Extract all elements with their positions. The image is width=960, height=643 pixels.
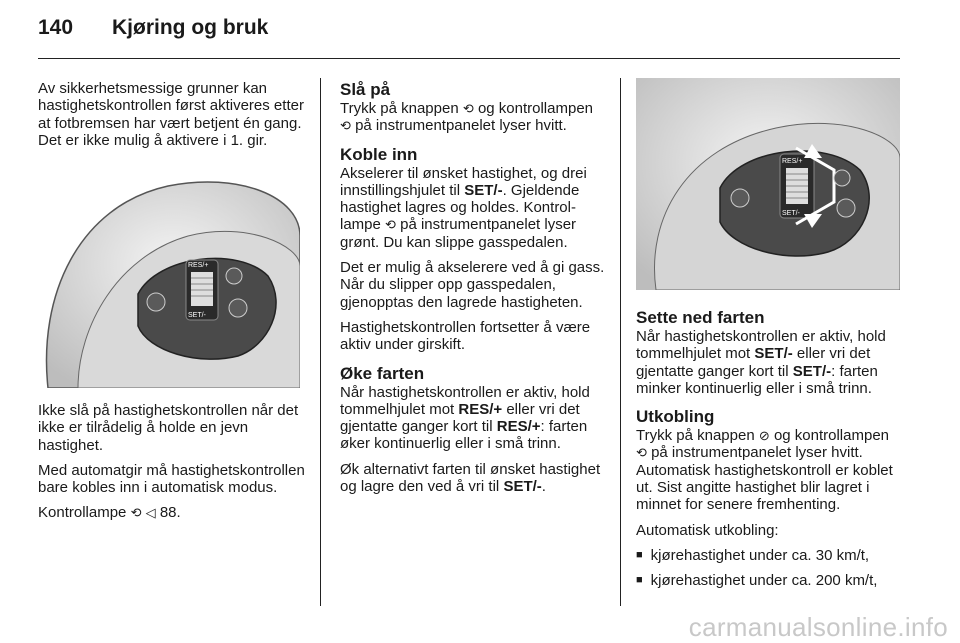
- steering-wheel-image-2: [636, 78, 900, 290]
- heading-sla-pa: Slå på: [340, 80, 391, 99]
- column-divider-2: [620, 78, 621, 606]
- column-3: [636, 308, 904, 598]
- paragraph-safety: Av sikkerhetsmessige grunner kan hastighetskontrollen først aktiveres etter at fotbremsen har vært betjent én gang. Det er ikke mulig å aktivere i 1. gir.: [38, 80, 304, 149]
- page-title: Kjøring og bruk: [112, 16, 269, 39]
- cruise-icon: ⟲: [340, 118, 351, 134]
- column-1: [38, 80, 306, 157]
- paragraph-control-lamp: Kontrollampe ⟲ ◁ 88.: [38, 504, 181, 522]
- res-label-2: RES/+: [782, 158, 803, 165]
- column-2: [340, 80, 606, 503]
- paragraph-utkobling: Trykk på knappen ⊘ og kontrollampen ⟲ på instrumentpanelet lyser hvitt. Automatisk hastighetskontroll er koblet ut. Sist angitte hastighet blir lagret i minnet for senere fremhenting.: [636, 427, 893, 514]
- page-number: 140: [38, 16, 74, 39]
- heading-oke-farten: Øke farten: [340, 363, 425, 383]
- heading-sette-ned: Sette ned farten: [636, 308, 765, 327]
- cruise-icon: ⟲: [636, 445, 647, 461]
- set-label-1: SET/-: [188, 312, 206, 319]
- watermark: carmanualsonline.info: [688, 612, 948, 642]
- cancel-icon: ⊘: [758, 428, 770, 444]
- steering-wheel-illustration-2: [636, 78, 900, 290]
- paragraph-oke-farten: Når hastighetskontrollen er aktiv, hold tommelhjulet mot RES/+ eller vri det gjentatte ganger kort til RES/+: farten øker kontinuerlig eller i små trinn.: [340, 383, 590, 453]
- column-1-lower: [38, 402, 306, 530]
- cruise-icon: ⟲: [462, 101, 474, 116]
- bullet-icon: ■: [636, 574, 643, 587]
- steering-wheel-image-1: [38, 176, 300, 388]
- header-rule: [38, 58, 900, 59]
- heading-koble-inn: Koble inn: [340, 144, 418, 164]
- paragraph-sette-ned: Når hastighetskontrollen er aktiv, hold tommelhjulet mot SET/- eller vri det gjentatte ganger kort til SET/-: farten minker kontinuerlig eller i små trinn.: [636, 328, 886, 397]
- list-item: ■ kjørehastighet under ca. 200 km/t,: [636, 572, 878, 590]
- res-label-1: RES/+: [188, 262, 209, 269]
- paragraph-koble-inn: Akselerer til ønsket hastighet, og drei innstillingshjulet til SET/-. Gjeldende hastighet lagres og holdes. Kontrollampe ⟲ på instrumentpanelet lyser grønt. Du kan slippe gasspedalen.: [340, 164, 587, 251]
- heading-utkobling: Utkobling: [636, 407, 715, 427]
- column-divider-1: [320, 78, 321, 606]
- paragraph-automatic: Med automatgir må hastighetskontrollen bare kobles inn i automatisk modus.: [38, 461, 305, 497]
- paragraph-increase-alternative: Øk alternativt farten til ønsket hastighet og lagre den ved å vri til SET/-.: [340, 460, 601, 496]
- reference-arrow-icon: ◁: [145, 505, 156, 521]
- page-reference-link[interactable]: 88.: [159, 504, 181, 522]
- bullet-icon: ■: [636, 548, 643, 561]
- set-label-2: SET/-: [782, 210, 800, 217]
- paragraph-sla-pa: Trykk på knappen ⟲ og kontrollampen ⟲ på instrumentpanelet lyser hvitt.: [340, 100, 594, 135]
- paragraph-accelerate: Det er mulig å akselerere ved å gi gass. Når du slipper opp gasspedalen, gjenopptas den lagrede hastigheten.: [340, 259, 605, 311]
- cruise-icon: ⟲: [130, 505, 142, 521]
- paragraph-gear-change: Hastighetskontrollen fortsetter å være aktiv under girskift.: [340, 318, 591, 354]
- auto-disengage-title: Automatisk utkobling:: [636, 521, 779, 539]
- list-item: ■ kjørehastighet under ca. 30 km/t,: [636, 546, 870, 564]
- cruise-icon: ⟲: [385, 217, 396, 233]
- steering-wheel-illustration: [38, 176, 300, 388]
- page-header: [0, 0, 960, 60]
- paragraph-even-speed: Ikke slå på hastighetskontrollen når det ikke er tilrådelig å holde en jevn hastighet.: [38, 402, 299, 454]
